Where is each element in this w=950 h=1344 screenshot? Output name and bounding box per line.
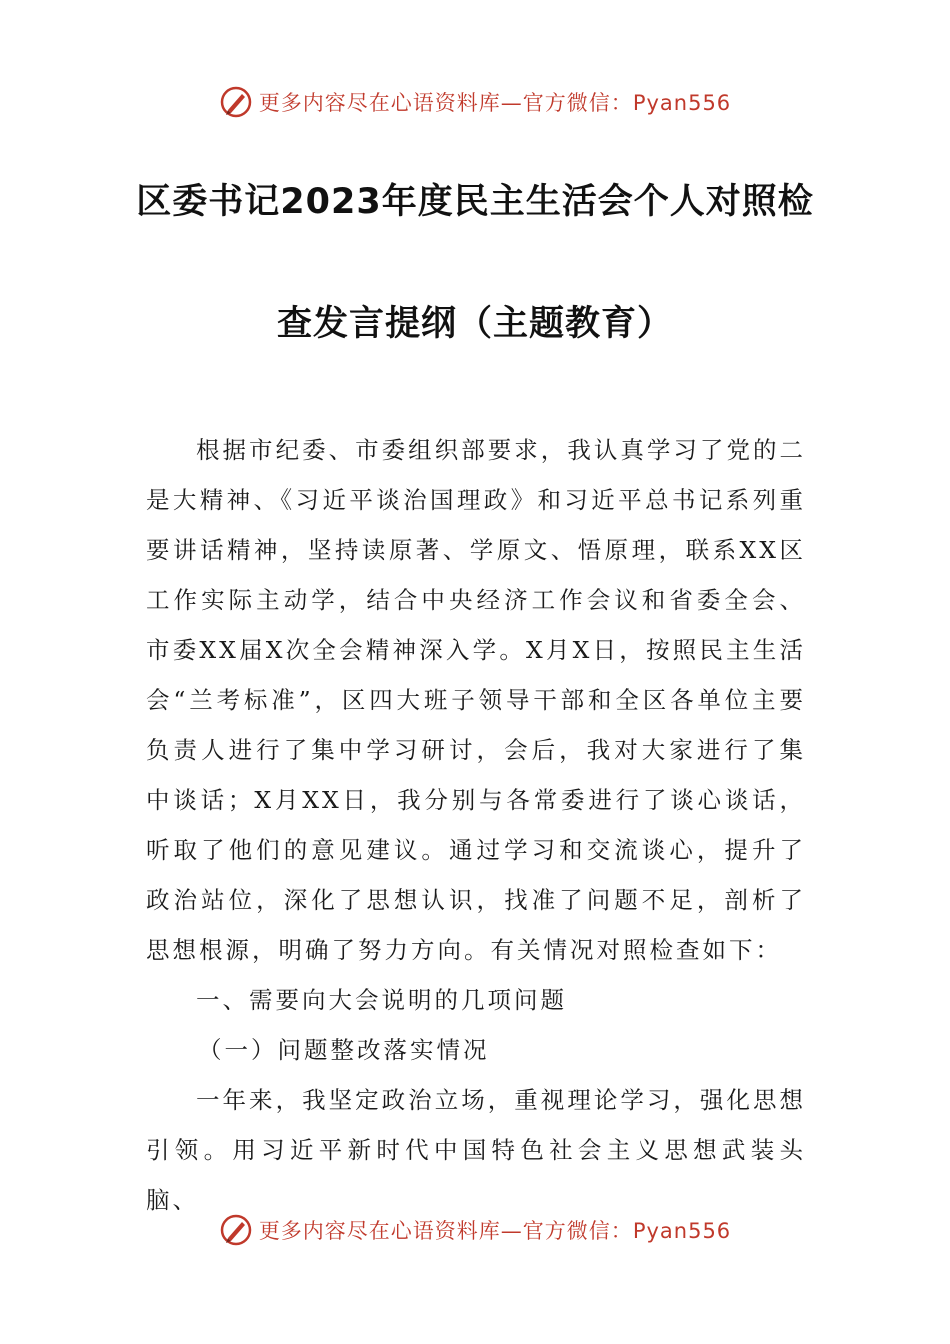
body-paragraph-1: 根据市纪委、市委组织部要求，我认真学习了党的二是大精神、《习近平谈治国理政》和习近平总书记系列重要讲话精神，坚持读原著、学原文、悟原理，联系XX区工作实际主动学，结合中央经济工作会议和省委全会、市委XX届X次全会精神深入学。X月X日，按照民主生活会“兰考标准”，区四大班子领导干部和全区各单位主要负责人进行了集中学习研讨，会后，我对大家进行了集中谈话；X月XX日，我分别与各常委进行了谈心谈话，听取了他们的意见建议。通过学习和交流谈心，提升了政治站位，深化了思想认识，找准了问题不足，剖析了思想根源，明确了努力方向。有关情况对照检查如下： (146, 436, 806, 964)
watermark-handle: Pyan556 (632, 1219, 732, 1243)
pen-logo-icon (219, 1213, 253, 1247)
watermark-banner-top (0, 82, 950, 122)
watermark-text: 更多内容尽在心语资料库—官方微信：Pyan556 (258, 91, 732, 115)
watermark-text: 更多内容尽在心语资料库—官方微信：Pyan556 (258, 1219, 732, 1243)
document-title-line-1: 区委书记2023年度民主生活会个人对照检 (136, 182, 814, 222)
watermark-handle: Pyan556 (632, 91, 732, 115)
section-heading-1: 一、需要向大会说明的几项问题 (196, 986, 567, 1014)
document-body (146, 425, 806, 1225)
watermark-banner-bottom (0, 1210, 950, 1250)
document-title-line-2: 查发言提纲（主题教育） (276, 304, 673, 344)
pen-logo-icon (219, 85, 253, 119)
subsection-heading-1: （一）问题整改落实情况 (198, 1036, 490, 1064)
body-paragraph-2: 一年来，我坚定政治立场，重视理论学习，强化思想引领。用习近平新时代中国特色社会主义思想武装头脑、 (146, 1086, 806, 1214)
